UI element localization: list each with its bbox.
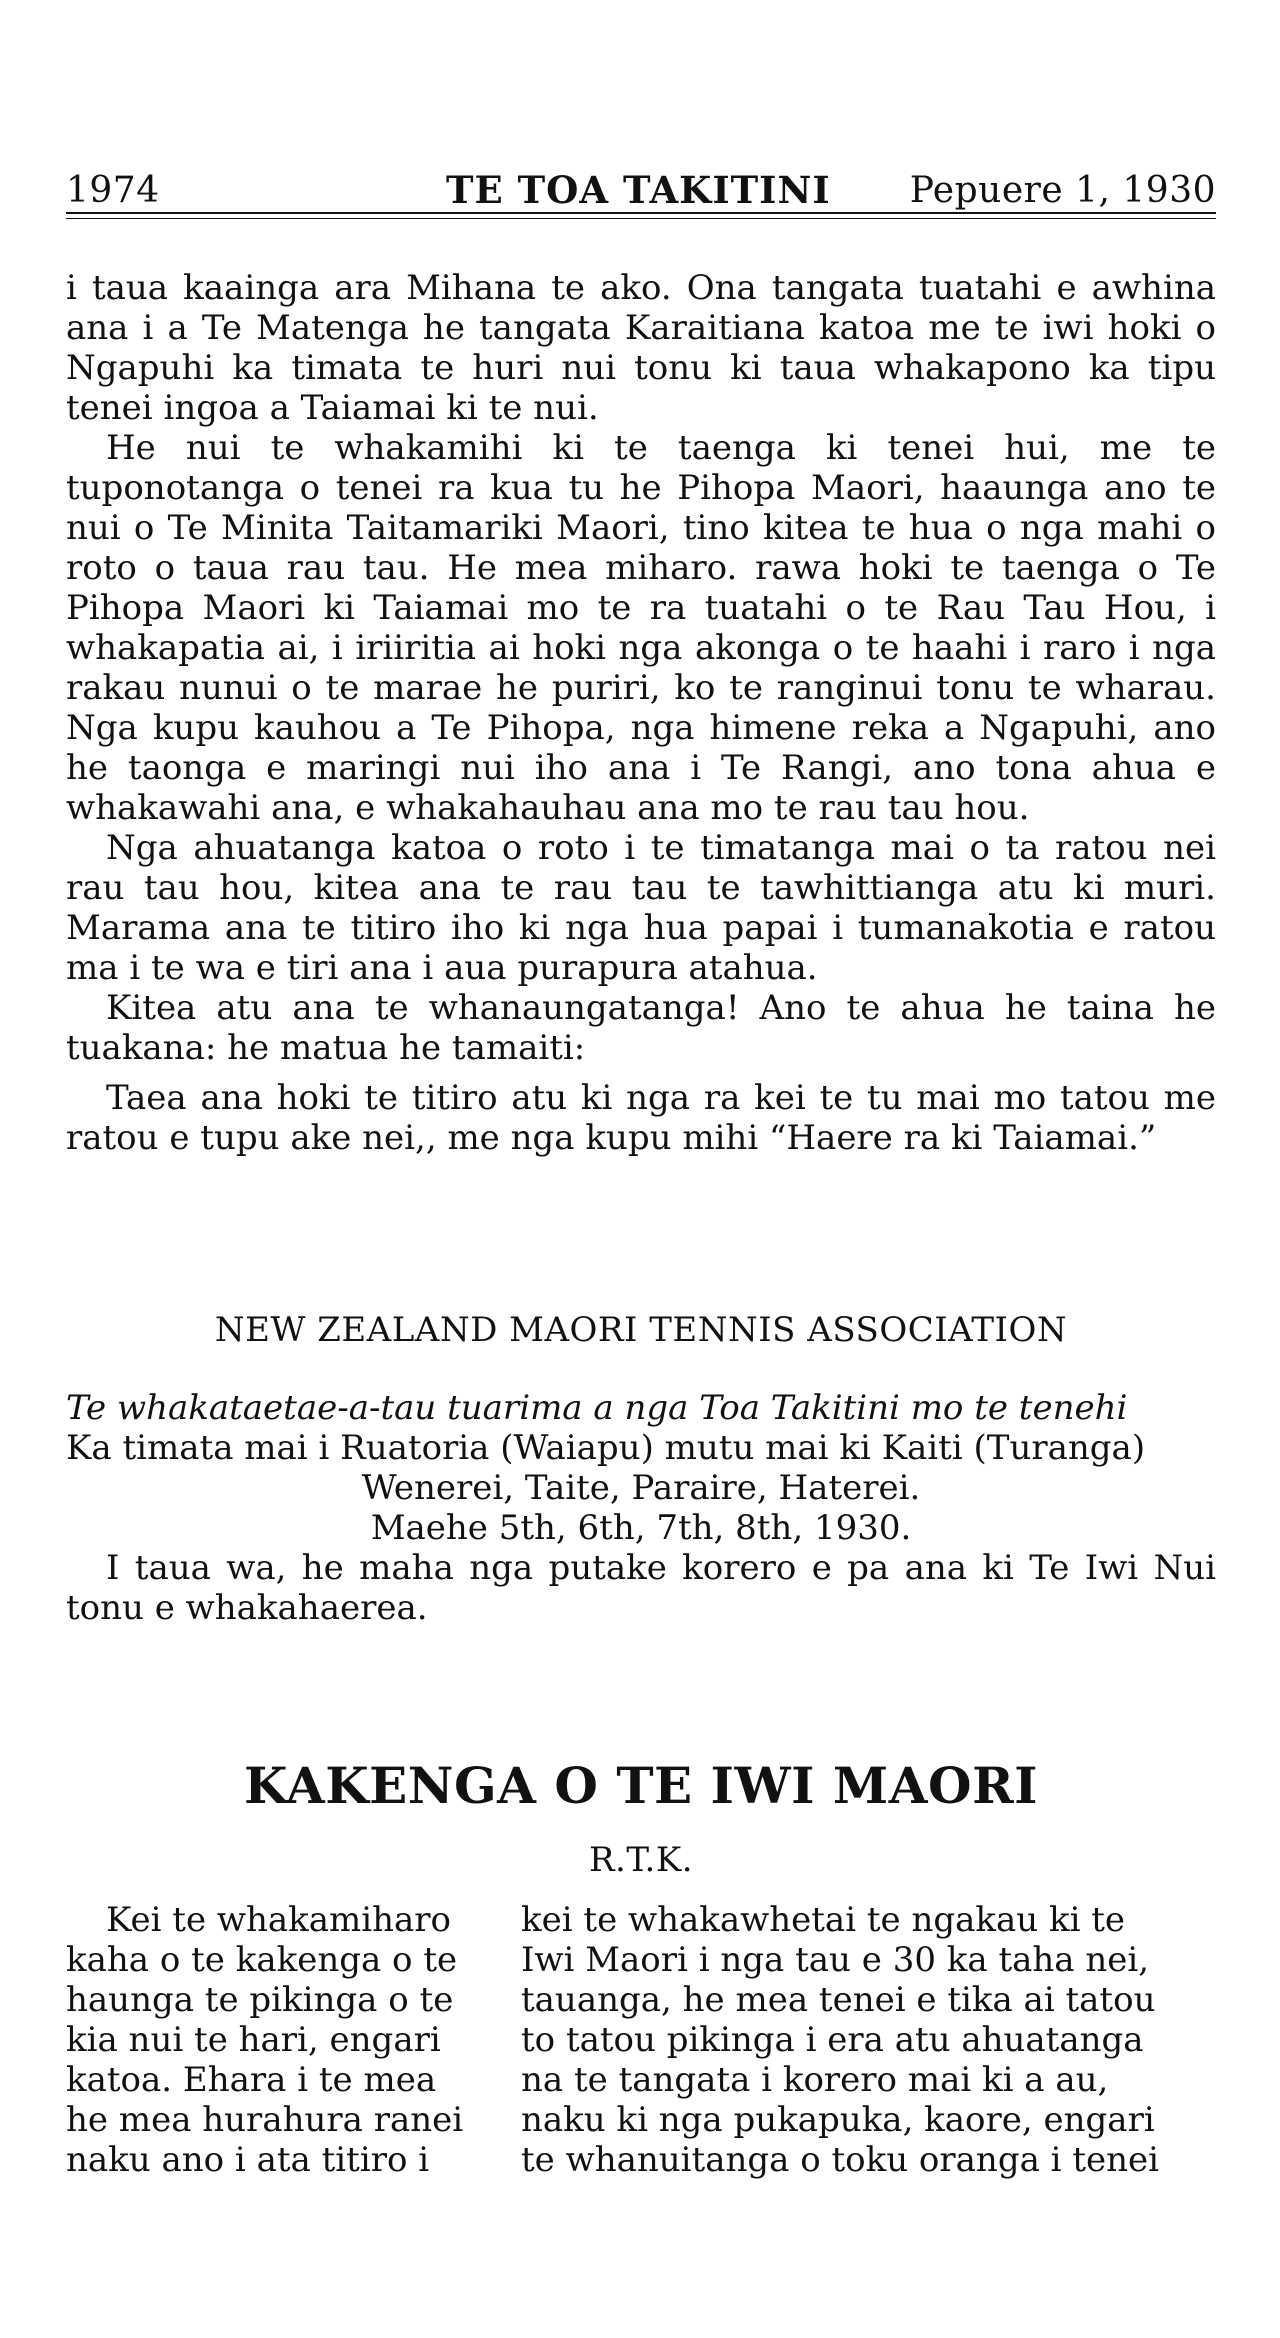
- tennis-note: I taua wa, he maha nga putake korero e pa ana ki Te Iwi Nui tonu e whakahaerea.: [66, 1548, 1216, 1628]
- column-line: te whanuitanga o toku oranga i tenei: [521, 2140, 1160, 2180]
- header-rule-thin: [66, 218, 1216, 219]
- column-line: katoa. Ehara i te mea: [66, 2060, 437, 2100]
- column-line: Kei te whakamiharo: [106, 1900, 452, 1940]
- issue-date: Pepuere 1, 1930: [909, 170, 1216, 211]
- tennis-dates: Maehe 5th, 6th, 7th, 8th, 1930.: [370, 1508, 912, 1548]
- article-paragraph: Kitea atu ana te whanaungatanga! Ano te ahua he taina he tuakana: he matua he tamaiti:: [66, 988, 1216, 1068]
- column-line: naku ki nga pukapuka, kaore, engari: [521, 2100, 1155, 2140]
- header-rule: [66, 212, 1216, 214]
- article-paragraph: He nui te whakamihi ki te taenga ki tenei hui, me te tuponotanga o tenei ra kua tu he Pihopa Maori, haaunga ano te nui o Te Minita Taitamariki Maori, tino kitea te hua o nga mahi o roto o taua rau tau. He mea miharo. rawa hoki te taenga o Te Pihopa Maori ki Taiamai mo te ra tuatahi o te Rau Tau Hou, i whakapatia ai, i iriiritia ai hoki nga akonga o te haahi i raro i nga rakau nunui o te marae he puriri, ko te ranginui tonu te wharau. Nga kupu kauhou a Te Pihopa, nga himene reka a Ngapuhi, ano he taonga e maringi nui iho ana i Te Rangi, ano tona ahua e whakawahi ana, e whakahauhau ana mo te rau tau hou.: [66, 428, 1216, 828]
- article-paragraph: i taua kaainga ara Mihana te ako. Ona tangata tuatahi e awhina ana i a Te Matenga he tangata Karaitiana katoa me te iwi hoki o Ngapuhi ka timata te huri nui tonu ki taua whakapono ka tipu tenei ingoa a Taiamai ki te nui.: [66, 268, 1216, 428]
- article-continuation: [66, 268, 1216, 1158]
- article-paragraph: Taea ana hoki te titiro atu ki nga ra kei te tu mai mo tatou me ratou e tupu ake nei,, me nga kupu mihi “Haere ra ki Taiamai.”: [66, 1078, 1216, 1158]
- tennis-location: Ka timata mai i Ruatoria (Waiapu) mutu mai ki Kaiti (Turanga): [66, 1428, 1146, 1468]
- left-column: [66, 1900, 496, 2180]
- tennis-subtitle: Te whakataetae-a-tau tuarima a nga Toa Takitini mo te tenehi: [66, 1388, 1128, 1428]
- column-line: haunga te pikinga o te: [66, 1980, 454, 2020]
- column-line: na te tangata i korero mai ki a au,: [521, 2060, 1109, 2100]
- column-line: kaha o te kakenga o te: [66, 1940, 458, 1980]
- tennis-notice: [66, 1388, 1216, 1628]
- column-line: he mea hurahura ranei: [66, 2100, 464, 2140]
- article-paragraph: Nga ahuatanga katoa o roto i te timatanga mai o ta ratou nei rau tau hou, kitea ana te rau tau te tawhittianga atu ki muri. Marama ana te titiro iho ki nga hua papai i tumanakotia e ratou ma i te wa e tiri ana i aua purapura atahua.: [66, 828, 1216, 988]
- tennis-days: Wenerei, Taite, Paraire, Haterei.: [361, 1468, 921, 1508]
- column-line: tauanga, he mea tenei e tika ai tatou: [521, 1980, 1156, 2020]
- tennis-heading: NEW ZEALAND MAORI TENNIS ASSOCIATION: [214, 1310, 1068, 1350]
- column-line: kei te whakawhetai te ngakau ki te: [521, 1900, 1126, 1940]
- newspaper-page: [66, 0, 1216, 2338]
- right-column: [521, 1900, 1216, 2180]
- column-line: kia nui te hari, engari: [66, 2020, 441, 2060]
- page-number: 1974: [66, 170, 160, 211]
- column-line: Iwi Maori i nga tau e 30 ka taha nei,: [521, 1940, 1150, 1980]
- column-line: naku ano i ata titiro i: [66, 2140, 430, 2180]
- page-header: [66, 150, 1216, 220]
- article-columns: [66, 1900, 1216, 2260]
- article-byline: R.T.K.: [588, 1840, 694, 1880]
- column-line: to tatou pikinga i era atu ahuatanga: [521, 2020, 1144, 2060]
- article-title: KAKENGA O TE IWI MAORI: [243, 1756, 1039, 1815]
- publication-title: TE TOA TAKITINI: [446, 168, 831, 212]
